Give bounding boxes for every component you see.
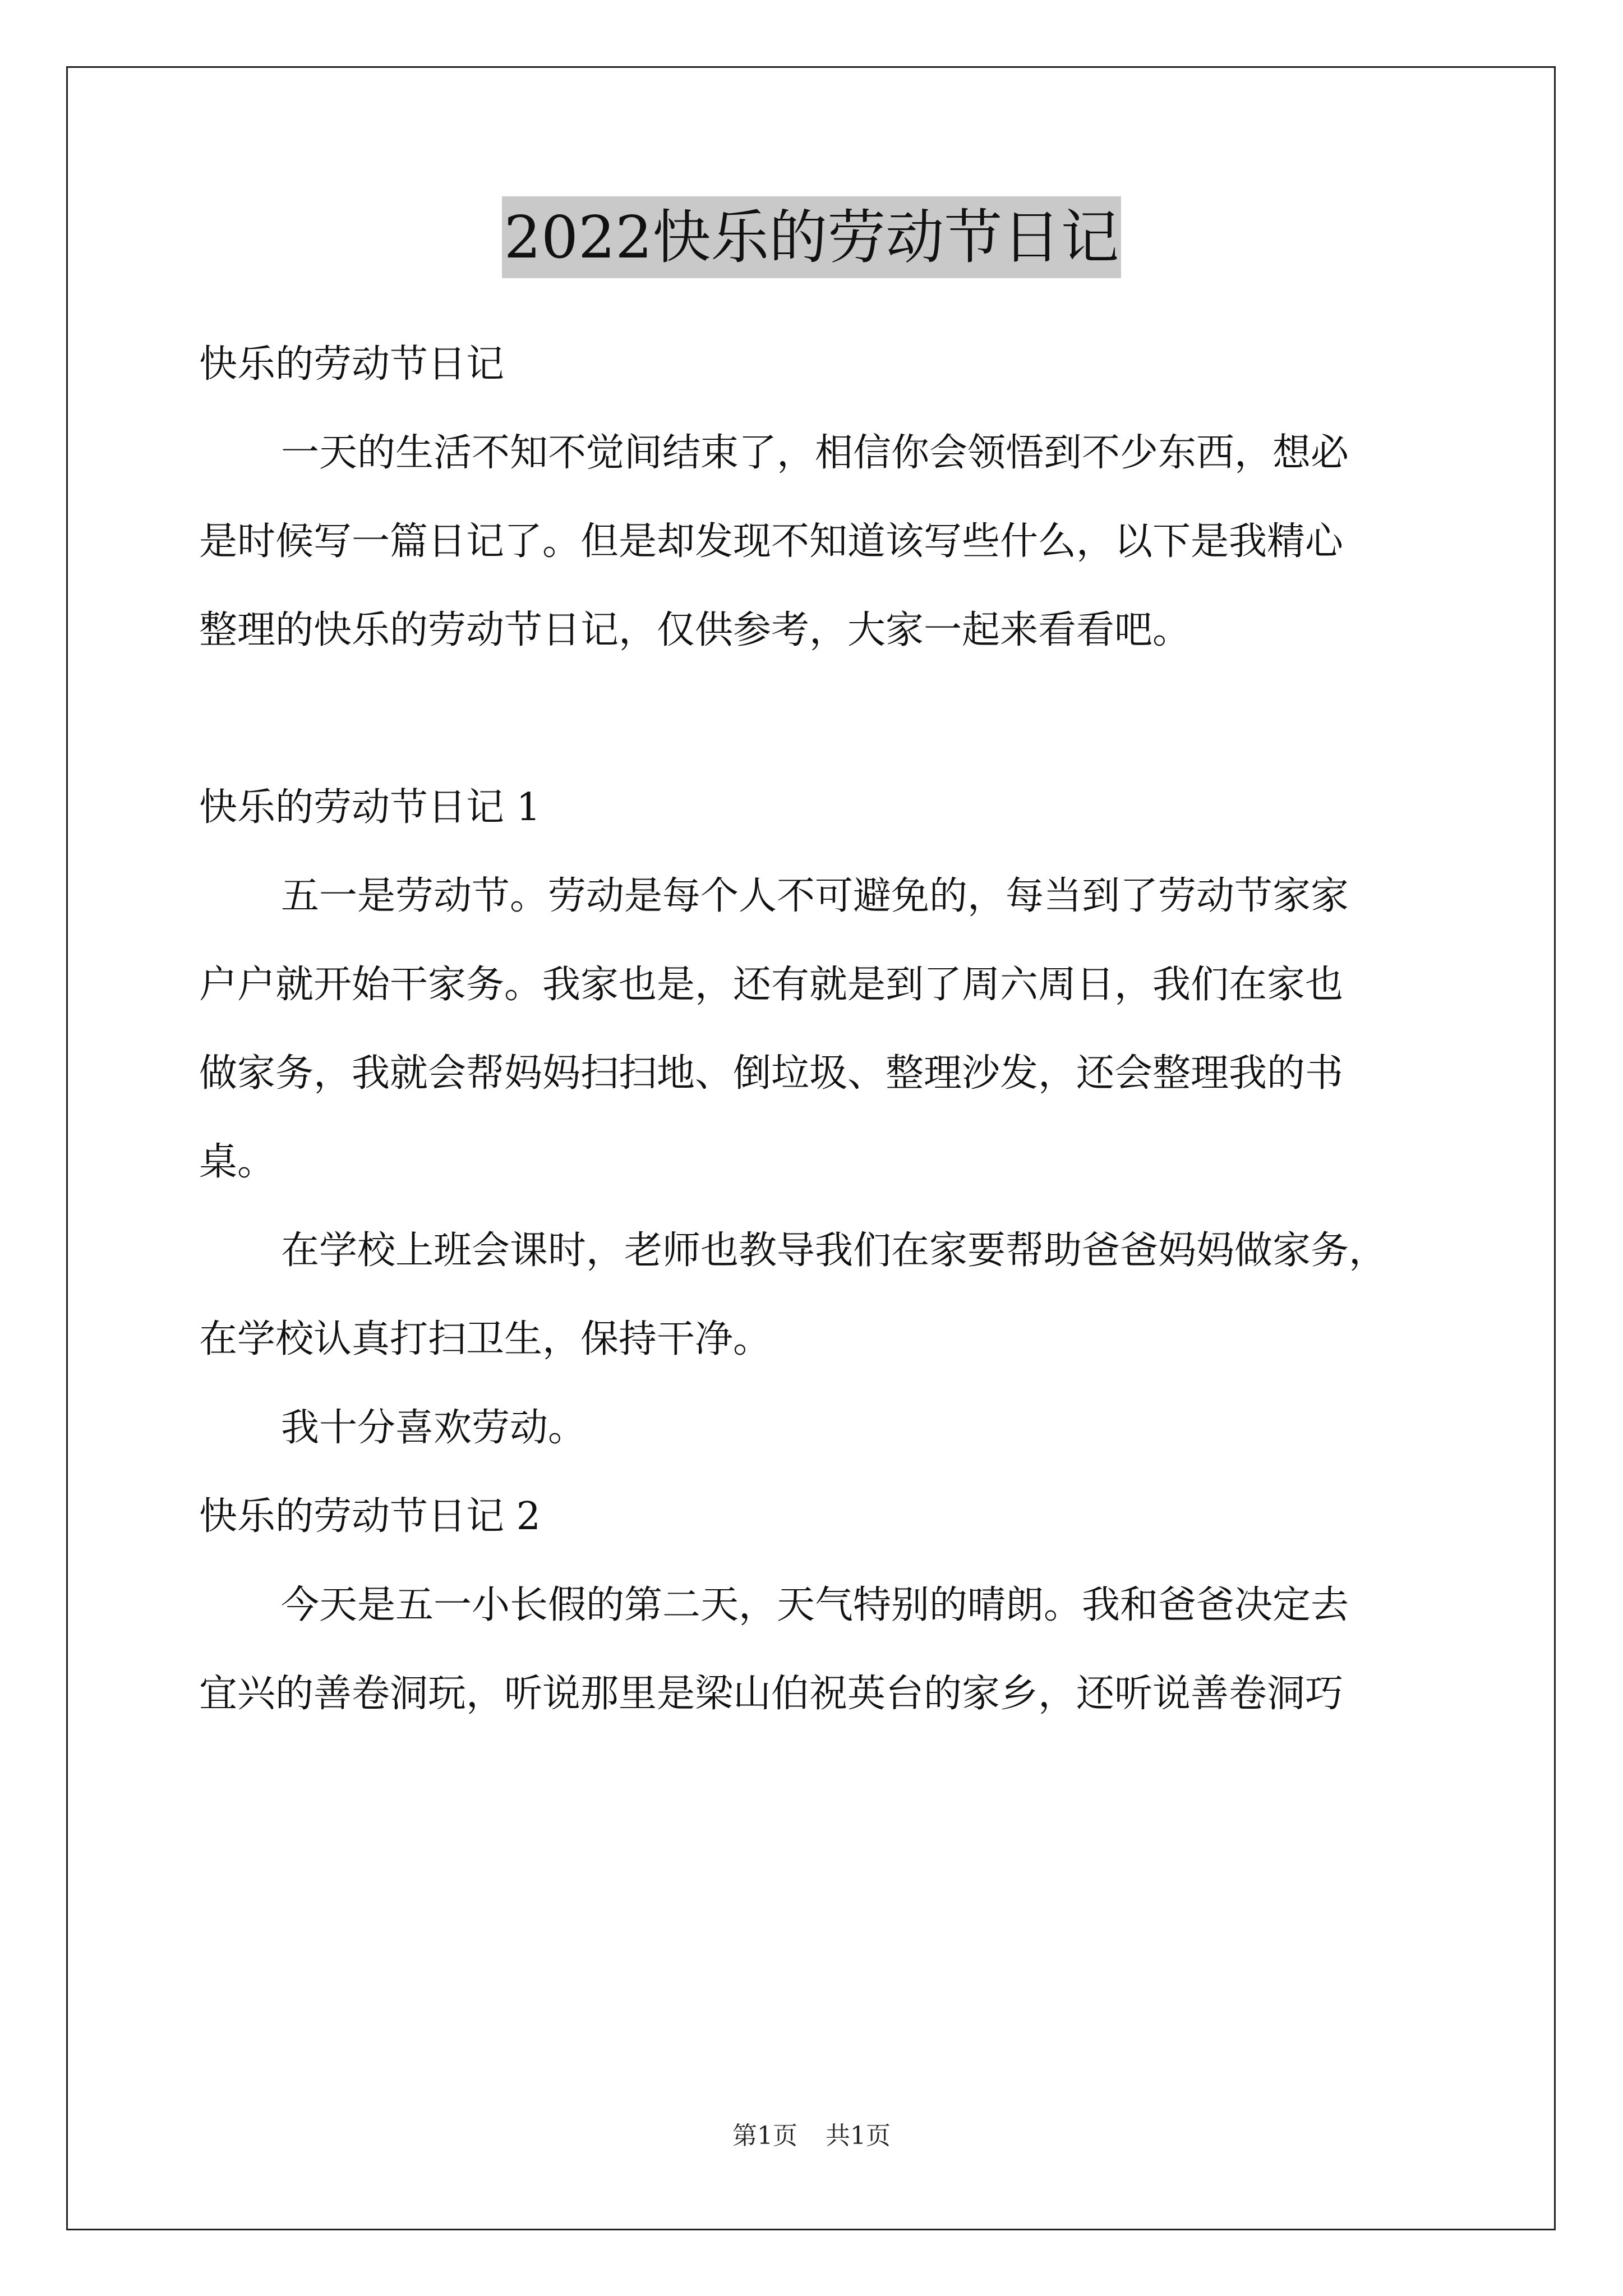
paragraph-line: 宜兴的善卷洞玩，听说那里是梁山伯祝英台的家乡，还听说善卷洞巧 — [199, 1672, 1344, 1716]
title-container — [0, 196, 1623, 278]
paragraph-line: 五一是劳动节。劳动是每个人不可避免的，每当到了劳动节家家 — [281, 874, 1349, 918]
paragraph-line: 今天是五一小长假的第二天，天气特别的晴朗。我和爸爸决定去 — [281, 1583, 1349, 1627]
paragraph-line: 我十分喜欢劳动。 — [281, 1406, 587, 1450]
paragraph-line: 桌。 — [199, 1140, 276, 1184]
document-title: 2022快乐的劳动节日记 — [502, 196, 1122, 278]
page-number-current: 第1页 — [732, 2122, 797, 2150]
intro-line: 一天的生活不知不觉间结束了，相信你会领悟到不少东西，想必 — [281, 431, 1349, 475]
section-heading: 快乐的劳动节日记 1 — [199, 785, 541, 830]
page-footer — [0, 2119, 1623, 2153]
paragraph-line: 做家务，我就会帮妈妈扫扫地、倒垃圾、整理沙发，还会整理我的书 — [199, 1051, 1344, 1096]
paragraph-line: 在学校认真打扫卫生，保持干净。 — [199, 1317, 772, 1361]
intro-line: 是时候写一篇日记了。但是却发现不知道该写些什么，以下是我精心 — [199, 519, 1344, 564]
paragraph-line: 在学校上班会课时，老师也教导我们在家要帮助爸爸妈妈做家务， — [281, 1228, 1387, 1273]
section-heading: 快乐的劳动节日记 2 — [199, 1494, 541, 1539]
document-body — [199, 292, 1433, 1722]
intro-line: 整理的快乐的劳动节日记，仅供参考，大家一起来看看吧。 — [199, 608, 1191, 652]
intro-heading: 快乐的劳动节日记 — [199, 342, 505, 386]
page-number-total: 共1页 — [826, 2122, 891, 2150]
paragraph-line: 户户就开始干家务。我家也是，还有就是到了周六周日，我们在家也 — [199, 963, 1344, 1007]
